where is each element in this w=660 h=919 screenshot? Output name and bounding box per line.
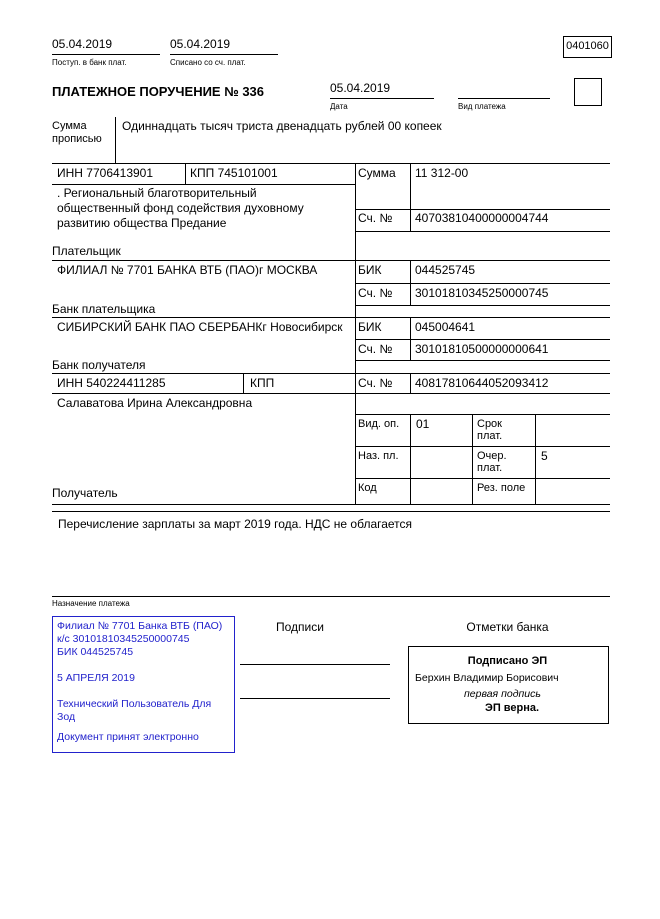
label-value-divider-1: [410, 163, 411, 231]
payee-account-label: Сч. №: [358, 376, 393, 390]
term-label-line1: Срок: [477, 418, 502, 430]
op-type-label: Вид. оп.: [358, 418, 400, 430]
payee-inn-row-border: [52, 393, 610, 394]
payer-caption: Плательщик: [52, 244, 121, 258]
priority-label-line1: Очер.: [477, 450, 507, 462]
code-label: Код: [358, 482, 377, 494]
payment-type-field-line: [458, 98, 550, 99]
signature-stamp-box: [408, 646, 609, 724]
document-title: ПЛАТЕЖНОЕ ПОРУЧЕНИЕ № 336: [52, 84, 265, 99]
purpose-text: Перечисление зарплаты за март 2019 года. НДС не облагается: [58, 517, 413, 531]
bank-stamp-line1: Филиал № 7701 Банка ВТБ (ПАО): [57, 620, 223, 632]
label-value-divider-3: [410, 317, 411, 360]
term-label-line2: плат.: [477, 430, 503, 442]
payee-name: Салаватова Ирина Александровна: [57, 396, 253, 410]
reserve-field-label: Рез. поле: [477, 482, 526, 494]
signatures-caption: Подписи: [276, 620, 324, 634]
payee-kpp-label: КПП: [250, 376, 275, 390]
payer-name-line2: общественный фонд содействия духовному: [57, 201, 304, 215]
payer-account-value: 40703810400000004744: [415, 211, 549, 225]
bank-stamp-line2: к/с 30101810345250000745: [57, 633, 190, 645]
signature-line-2: [240, 698, 390, 699]
priority-value: 5: [541, 449, 548, 463]
signature-line-1: [240, 664, 390, 665]
op-type-value: 01: [416, 417, 430, 431]
form-code-box: 0401060: [563, 36, 612, 58]
payee-bank-account-label: Сч. №: [358, 342, 393, 356]
payee-bank-bik-label: БИК: [358, 320, 382, 334]
payer-bank-account-label: Сч. №: [358, 286, 393, 300]
inn-row-border: [52, 184, 355, 185]
date-received-field: 05.04.2019: [52, 38, 160, 55]
payer-name-line3: развитию общества Предание: [57, 216, 227, 230]
purpose-caption: Назначение платежа: [52, 599, 130, 608]
payer-bank-bik-value: 044525745: [415, 263, 476, 277]
amount-words-value: Одиннадцать тысяч триста двенадцать рублей 00 копеек: [122, 119, 442, 133]
payer-bank-bik-label: БИК: [358, 263, 382, 277]
details-grid-divider-2: [472, 414, 473, 504]
document-date-caption: Дата: [330, 102, 348, 111]
purpose-field-border: [52, 596, 610, 597]
bank-stamp-line6: Зод: [57, 711, 76, 723]
bank-marks-caption: Отметки банка: [466, 620, 549, 634]
signature-stamp-subtitle: первая подпись: [464, 688, 541, 700]
purpose-code-label: Наз. пл.: [358, 450, 399, 462]
label-value-divider-2: [410, 260, 411, 305]
payee-bank-name: СИБИРСКИЙ БАНК ПАО СБЕРБАНКг Новосибирск: [57, 320, 343, 334]
payee-inn-kpp-divider: [243, 373, 244, 393]
label-value-divider-4: [410, 373, 411, 393]
payer-account-label: Сч. №: [358, 211, 393, 225]
payer-name-line1: . Региональный благотворительный: [57, 186, 257, 200]
main-column-divider: [355, 163, 356, 504]
sum-label: Сумма: [358, 166, 396, 180]
amount-words-caption-line2: прописью: [52, 133, 102, 145]
signature-stamp-name: Берхин Владимир Борисович: [415, 672, 559, 684]
signature-stamp-verified: ЭП верна.: [485, 702, 540, 714]
document-date-field: 05.04.2019: [330, 82, 434, 99]
sum-row-border: [355, 209, 610, 210]
details-grid-top-border: [355, 414, 610, 415]
bank-electronic-stamp: [52, 616, 235, 753]
payee-bank-bik-row-border: [355, 339, 610, 340]
details-grid-divider-1: [410, 414, 411, 504]
details-grid-row2-border: [355, 478, 610, 479]
bank-stamp-line5: Технический Пользователь Для: [57, 698, 212, 710]
payee-bank-caption: Банк получателя: [52, 358, 146, 372]
date-debited-caption: Списано со сч. плат.: [170, 58, 246, 67]
payer-kpp: КПП 745101001: [190, 166, 278, 180]
payee-inn: ИНН 540224411285: [57, 376, 166, 390]
payer-bank-section-border: [52, 317, 610, 318]
payer-bank-caption: Банк плательщика: [52, 302, 156, 316]
payee-bank-account-value: 30101810500000000641: [415, 342, 549, 356]
payee-caption: Получатель: [52, 486, 118, 500]
bank-stamp-date: 5 АПРЕЛЯ 2019: [57, 672, 135, 684]
details-grid-divider-3: [535, 414, 536, 504]
table-top-border: [52, 163, 610, 164]
payer-inn: ИНН 7706413901: [57, 166, 154, 180]
priority-label-line2: плат.: [477, 462, 503, 474]
table-bottom-border-1: [52, 504, 610, 505]
signature-stamp-title: Подписано ЭП: [467, 655, 548, 667]
bank-stamp-line3: БИК 044525745: [57, 646, 134, 658]
payer-bank-account-row-border: [355, 305, 610, 306]
payer-account-row-border: [355, 231, 610, 232]
payer-bank-bik-row-border: [355, 283, 610, 284]
table-bottom-border-2: [52, 511, 610, 512]
payer-section-border: [52, 260, 610, 261]
amount-words-caption-line1: Сумма: [52, 120, 87, 132]
date-received-caption: Поступ. в банк плат.: [52, 58, 127, 67]
payer-bank-account-value: 30101810345250000745: [415, 286, 549, 300]
payee-bank-account-row-border: [355, 360, 610, 361]
payer-bank-name: ФИЛИАЛ № 7701 БАНКА ВТБ (ПАО)г МОСКВА: [57, 263, 318, 277]
sum-value: 11 312-00: [415, 166, 469, 180]
amount-words-divider: [115, 117, 116, 163]
bank-stamp-line7: Документ принят электронно: [57, 731, 199, 743]
date-debited-field: 05.04.2019: [170, 38, 278, 55]
payee-account-value: 40817810644052093412: [415, 376, 549, 390]
details-grid-row1-border: [355, 446, 610, 447]
inn-kpp-divider: [185, 163, 186, 184]
payee-bank-section-border: [52, 373, 610, 374]
payment-type-box: [574, 78, 602, 106]
payment-type-caption: Вид платежа: [458, 102, 506, 111]
payee-bank-bik-value: 045004641: [415, 320, 476, 334]
